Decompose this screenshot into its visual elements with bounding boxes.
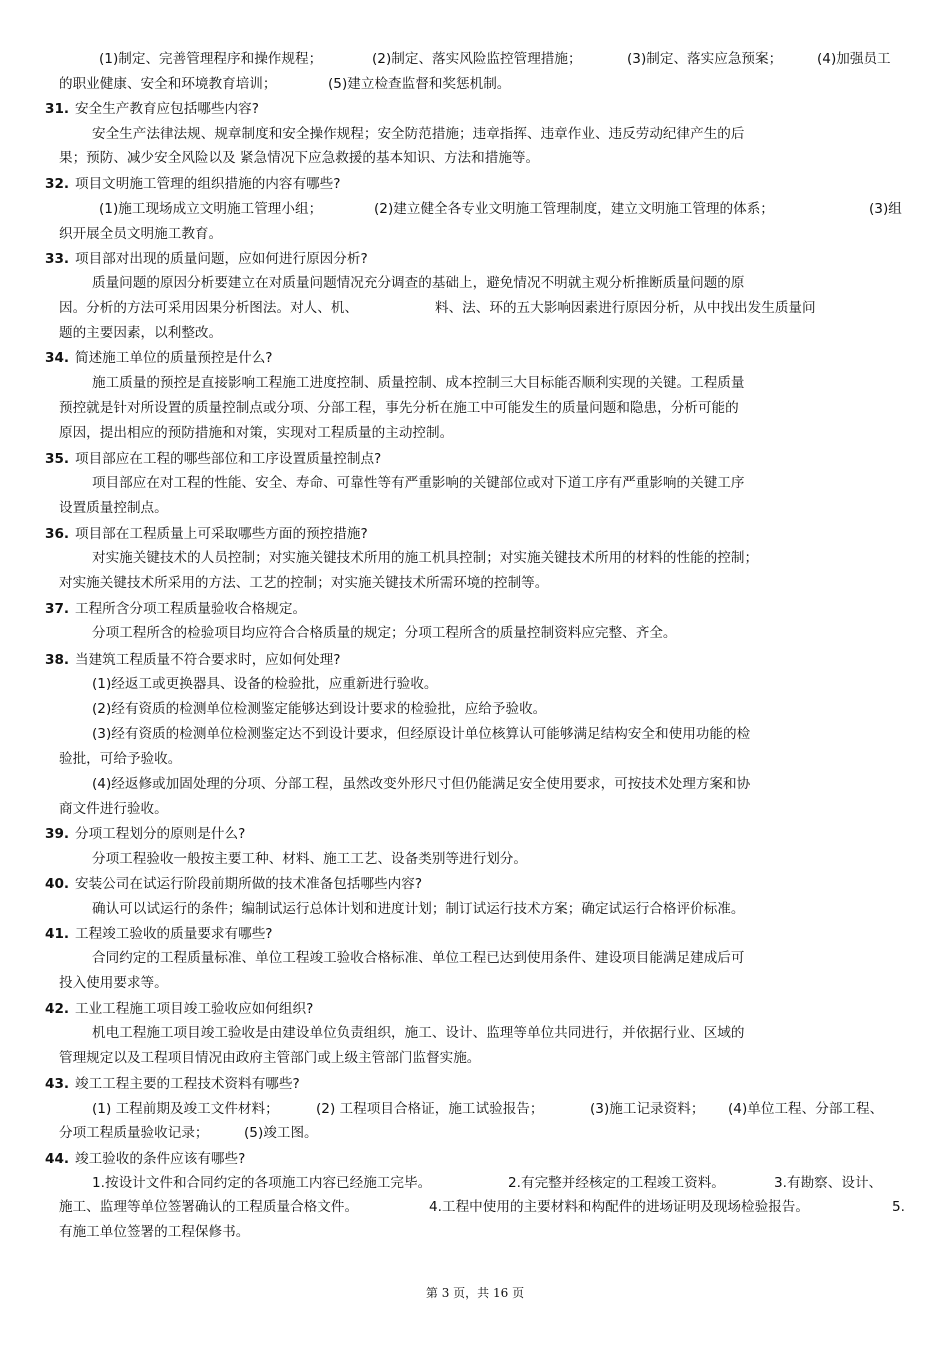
question-number: 36. xyxy=(45,526,70,542)
question-43 xyxy=(45,1075,300,1093)
answer-30-item-2: (2)制定、落实风险监控管理措施； xyxy=(372,51,582,67)
answer-33-line-2 xyxy=(59,299,816,317)
question-text: 工程竣工验收的质量要求有哪些? xyxy=(75,926,273,942)
question-number: 38. xyxy=(45,652,70,668)
answer-44-line-1 xyxy=(92,1174,883,1192)
answer-32-item-3: (3)组 xyxy=(869,201,902,217)
question-text: 工程所含分项工程质量验收合格规定。 xyxy=(75,601,307,617)
answer-33-part-2: 料、法、环的五大影响因素进行原因分析，从中找出发生质量问 xyxy=(435,300,816,316)
answer-42-line-1: 机电工程施工项目竣工验收是由建设单位负责组织，施工、设计、监理等单位共同进行，并依据行业、区域的 xyxy=(92,1025,745,1041)
question-36 xyxy=(45,525,368,543)
question-number: 44. xyxy=(45,1151,70,1167)
answer-32-line-2: 织开展全员文明施工教育。 xyxy=(59,226,223,242)
answer-41-line-2: 投入使用要求等。 xyxy=(59,975,168,991)
answer-37-line-1: 分项工程所含的检验项目均应符合合格质量的规定；分项工程所含的质量控制资料应完整、齐全。 xyxy=(92,625,677,641)
question-text: 项目文明施工管理的组织措施的内容有哪些? xyxy=(75,176,341,192)
question-text: 分项工程划分的原则是什么? xyxy=(75,826,246,842)
question-42 xyxy=(45,1000,313,1018)
answer-34-line-3: 原因，提出相应的预防措施和对策，实现对工程质量的主动控制。 xyxy=(59,425,454,441)
question-text: 项目部应在工程的哪些部位和工序设置质量控制点? xyxy=(75,451,382,467)
answer-32-item-2: (2)建立健全各专业文明施工管理制度，建立文明施工管理的体系； xyxy=(374,201,774,217)
answer-41-line-1: 合同约定的工程质量标准、单位工程竣工验收合格标准、单位工程已达到使用条件、建设项目能满足建成后可 xyxy=(92,950,745,966)
question-text: 竣工验收的条件应该有哪些? xyxy=(75,1151,246,1167)
page-footer: 第 3 页，共 16 页 xyxy=(425,1286,525,1300)
answer-38-item-3: (3)经有资质的检测单位检测鉴定达不到设计要求，但经原设计单位核算认可能够满足结构安全和使用功能的检 xyxy=(92,726,751,742)
question-32 xyxy=(45,175,341,193)
answer-44-item-4: 4.工程中使用的主要材料和构配件的进场证明及现场检验报告。 xyxy=(429,1199,809,1215)
answer-32-line-1 xyxy=(99,200,902,218)
answer-33-line-3: 题的主要因素，以利整改。 xyxy=(59,325,223,341)
answer-31-line-2: 果；预防、减少安全风险以及 紧急情况下应急救援的基本知识、方法和措施等。 xyxy=(59,150,540,166)
answer-43-item-3: (3)施工记录资料； xyxy=(590,1101,705,1117)
answer-35-line-2: 设置质量控制点。 xyxy=(59,500,168,516)
question-text: 安全生产教育应包括哪些内容? xyxy=(75,101,259,117)
answer-30-line-1 xyxy=(99,50,891,68)
question-35 xyxy=(45,450,381,468)
answer-42-line-2: 管理规定以及工程项目情况由政府主管部门或上级主管部门监督实施。 xyxy=(59,1050,481,1066)
answer-33-line-1: 质量问题的原因分析要建立在对质量问题情况充分调查的基础上，避免情况不明就主观分析推断质量问题的原 xyxy=(92,275,745,291)
answer-44-item-1: 1.按设计文件和合同约定的各项施工内容已经施工完毕。 xyxy=(92,1175,432,1191)
question-text: 工业工程施工项目竣工验收应如何组织? xyxy=(75,1001,314,1017)
answer-43-item-4-cont: 分项工程质量验收记录； xyxy=(59,1125,209,1141)
answer-30-item-4: (4)加强员工 xyxy=(817,51,891,67)
answer-44-line-2 xyxy=(59,1198,905,1216)
answer-40-line-1: 确认可以试运行的条件；编制试运行总体计划和进度计划；制订试运行技术方案；确定试运行合格评价标准。 xyxy=(92,901,745,917)
answer-43-item-1: (1) 工程前期及竣工文件材料； xyxy=(92,1101,279,1117)
question-number: 32. xyxy=(45,176,70,192)
answer-30-item-3: (3)制定、落实应急预案； xyxy=(627,51,783,67)
answer-36-line-2: 对实施关键技术所采用的方法、工艺的控制；对实施关键技术所需环境的控制等。 xyxy=(59,575,549,591)
answer-31-line-1: 安全生产法律法规、规章制度和安全操作规程；安全防范措施；违章指挥、违章作业、违反劳动纪律产生的后 xyxy=(92,126,745,142)
answer-36-line-1: 对实施关键技术的人员控制；对实施关键技术所用的施工机具控制；对实施关键技术所用的材料的性能的控制； xyxy=(92,550,759,566)
question-39 xyxy=(45,825,245,843)
answer-32-item-1: (1)施工现场成立文明施工管理小组； xyxy=(99,201,323,217)
question-38 xyxy=(45,651,341,669)
answer-38-item-3-cont: 验批，可给予验收。 xyxy=(59,751,182,767)
question-40 xyxy=(45,875,422,893)
question-37 xyxy=(45,600,306,618)
question-31 xyxy=(45,100,259,118)
question-41 xyxy=(45,925,273,943)
answer-44-item-3: 3.有勘察、设计、 xyxy=(774,1175,883,1191)
question-34 xyxy=(45,349,273,367)
question-text: 竣工工程主要的工程技术资料有哪些? xyxy=(75,1076,300,1092)
answer-30-item-4-cont: 的职业健康、安全和环境教育培训； xyxy=(59,76,277,92)
answer-44-item-5: 5. xyxy=(892,1199,905,1215)
answer-34-line-2: 预控就是针对所设置的质量控制点或分项、分部工程，事先分析在施工中可能发生的质量问题和隐患，分析可能的 xyxy=(59,400,739,416)
question-number: 34. xyxy=(45,350,70,366)
question-text: 简述施工单位的质量预控是什么? xyxy=(75,350,273,366)
answer-44-item-2: 2.有完整并经核定的工程竣工资料。 xyxy=(508,1175,725,1191)
answer-38-item-1: (1)经返工或更换器具、设备的检验批，应重新进行验收。 xyxy=(92,676,438,692)
answer-43-line-2 xyxy=(59,1124,318,1142)
question-text: 当建筑工程质量不符合要求时，应如何处理? xyxy=(75,652,341,668)
question-number: 43. xyxy=(45,1076,70,1092)
answer-43-item-4: (4)单位工程、分部工程、 xyxy=(728,1101,884,1117)
answer-39-line-1: 分项工程验收一般按主要工种、材料、施工工艺、设备类别等进行划分。 xyxy=(92,851,527,867)
question-44 xyxy=(45,1150,245,1168)
answer-38-item-4: (4)经返修或加固处理的分项、分部工程，虽然改变外形尺寸但仍能满足安全使用要求，可按技术处理方案和协 xyxy=(92,776,751,792)
question-number: 35. xyxy=(45,451,70,467)
question-text: 项目部在工程质量上可采取哪些方面的预控措施? xyxy=(75,526,368,542)
answer-43-item-5: (5)竣工图。 xyxy=(244,1125,318,1141)
question-number: 37. xyxy=(45,601,70,617)
answer-30-line-2 xyxy=(59,75,511,93)
question-text: 项目部对出现的质量问题，应如何进行原因分析? xyxy=(75,251,368,267)
question-number: 33. xyxy=(45,251,70,267)
answer-38-item-2: (2)经有资质的检测单位检测鉴定能够达到设计要求的检验批，应给予验收。 xyxy=(92,701,547,717)
question-number: 42. xyxy=(45,1001,70,1017)
answer-34-line-1: 施工质量的预控是直接影响工程施工进度控制、质量控制、成本控制三大目标能否顺利实现的关键。工程质量 xyxy=(92,375,745,391)
question-number: 31. xyxy=(45,101,70,117)
question-text: 安装公司在试运行阶段前期所做的技术准备包括哪些内容? xyxy=(75,876,423,892)
question-number: 39. xyxy=(45,826,70,842)
question-number: 40. xyxy=(45,876,70,892)
answer-43-item-2: (2) 工程项目合格证，施工试验报告； xyxy=(316,1101,544,1117)
question-33 xyxy=(45,250,368,268)
answer-43-line-1 xyxy=(92,1100,884,1118)
answer-44-item-3-cont: 施工、监理等单位签署确认的工程质量合格文件。 xyxy=(59,1199,359,1215)
answer-35-line-1: 项目部应在对工程的性能、安全、寿命、可靠性等有严重影响的关键部位或对下道工序有严重影响的关键工序 xyxy=(92,475,745,491)
answer-38-item-4-cont: 商文件进行验收。 xyxy=(59,801,168,817)
question-number: 41. xyxy=(45,926,70,942)
answer-44-item-5-cont: 有施工单位签署的工程保修书。 xyxy=(59,1224,250,1240)
answer-33-part-1: 因。分析的方法可采用因果分析图法。对人、机、 xyxy=(59,300,359,316)
answer-30-item-1: (1)制定、完善管理程序和操作规程； xyxy=(99,51,323,67)
answer-30-item-5: (5)建立检查监督和奖惩机制。 xyxy=(328,76,511,92)
